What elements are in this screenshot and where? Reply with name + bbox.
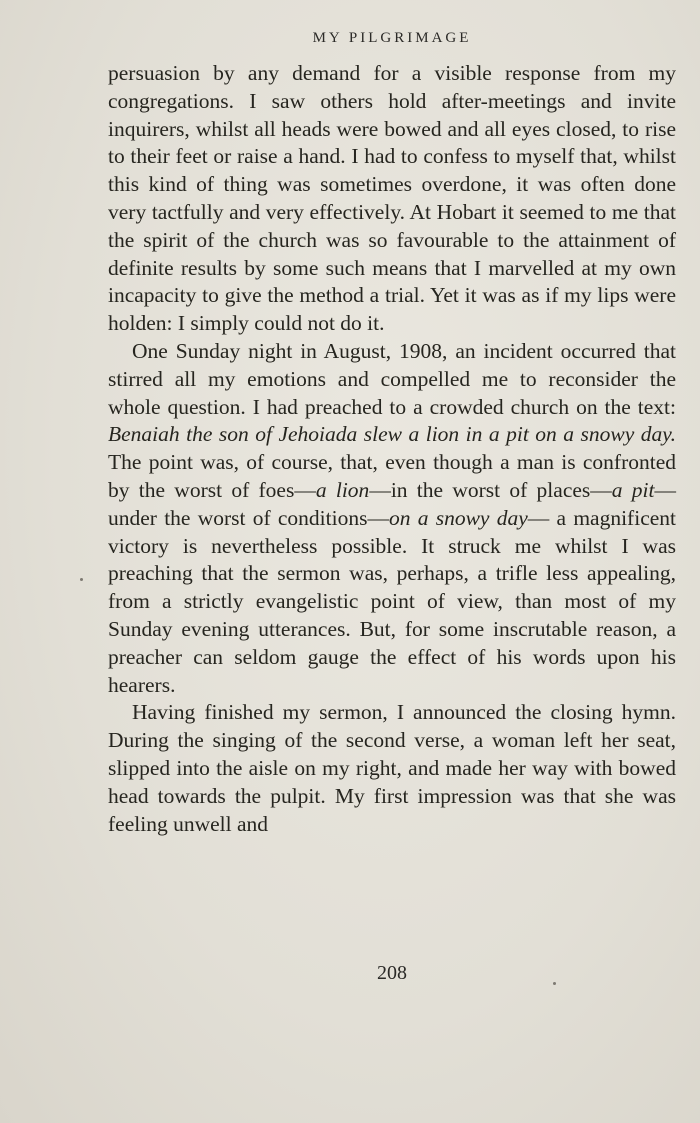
paper-speck [553,982,556,985]
paragraph-1 [108,60,676,338]
paragraph-2 [108,338,676,699]
text-segment: One Sunday night in August, 1908, an incident occurred that stirred all my emotions and compelled me to reconsider the whole question. I had preached to a crowded church on the text: [108,338,676,419]
text-segment: —in the worst of places— [369,477,612,502]
paper-speck [80,578,83,581]
body-text [108,60,676,838]
text-segment: persuasion by any demand for a visible response from my congregations. I saw others hold after-meetings and invite inquirers, whilst all heads were bowed and all eyes closed, to rise to their feet or raise a hand. I had to confess to myself that, whilst this kind of thing was sometimes overdone, it was often done very tactfully and very effectively. At Hobart it seemed to me that the spirit of the church was so favourable to the attainment of definite results by some such means that I marvelled at my own incapacity to give the method a trial. Yet it was as if my lips were holden: I simply could not do it. [108,61,676,336]
paragraph-3 [108,699,676,838]
text-segment: — a magnificent victory is nevertheless possible. It struck me whilst I was preaching that the sermon was, perhaps, a trifle less appealing, from a strictly evangelistic point of view, than most of my Sunday evening utterances. But, for some inscrutable reason, a preacher can seldom gauge the effect of his words upon his hearers. [108,505,676,697]
running-head: MY PILGRIMAGE [312,30,472,46]
scripture-quote: Benaiah the son of Jehoiada slew a lion in a pit on a snowy day. [108,422,676,447]
emphasis-pit: a pit [611,477,655,502]
text-segment: —under the worst of conditions— [108,477,676,530]
emphasis-snowy-day: on a snowy day [388,505,528,530]
emphasis-lion: a lion [315,477,370,502]
text-segment: The point was, of course, that, even though a man is confronted by the worst of foes— [108,450,676,502]
text-segment: Having finished my sermon, I announced the closing hymn. During the singing of the second verse, a woman left her seat, slipped into the aisle on my right, and made her way with bowed head towards the pulpit. My first impression was that she was feeling unwell and [108,700,676,836]
page-number: 208 [377,962,407,984]
